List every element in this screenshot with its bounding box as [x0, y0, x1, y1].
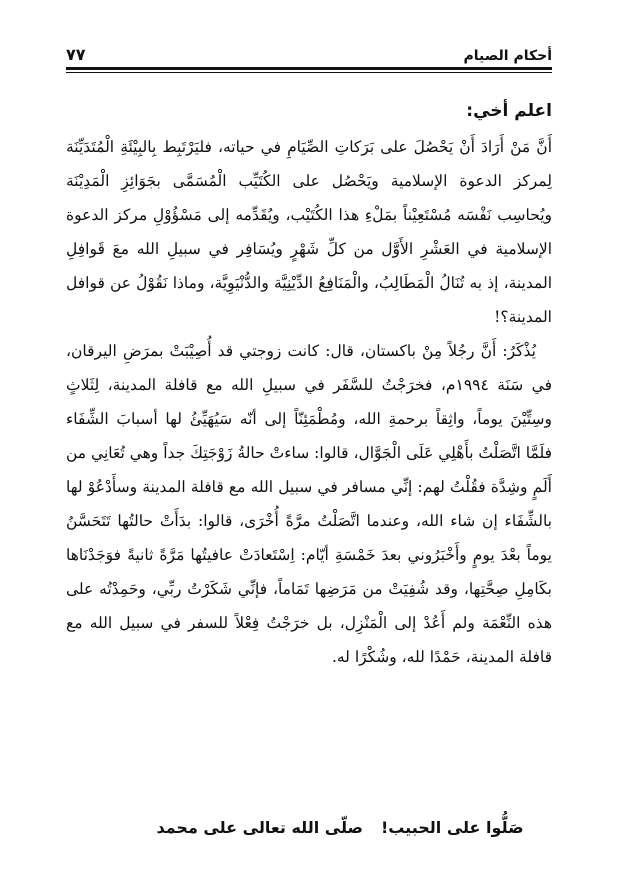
- header-rule-thin: [66, 72, 552, 73]
- page-body: [66, 98, 552, 674]
- closing-salutation: صَلُّوا على الحبيب!: [380, 818, 524, 837]
- section-heading: اعلم أخي:: [466, 101, 552, 121]
- page-number: ٧٧: [66, 45, 86, 64]
- closing-line: [130, 818, 550, 837]
- paragraph-story: يُذْكَرُ: أَنَّ رجُلاً مِنْ باكستان، قال: كانت زوجتي قد أُصِيْبَتْ بمرَضِ اليرقان، في سَنَة ١٩٩٤م، فخرَجْتُ للسَّفَر في سبيلِ الله مع قافلة المدينة، لِثَلاثٍ وسِتِّيْنَ يوماً، واثِقاً برحمةِ الله، ومُطْمَئِنّاً إلى أنّه سَيُهَيِّئُ لها أسبابَ الشِّفَاء فلَمَّا اتَّصَلْتُ بأَهْلِي عَلَى الْجَوَّال، قالوا: ساءتْ حالةُ زَوْجَتِكَ جداً وهي تُعَانِي من أَلَمٍ وشِدَّة فقُلْتُ لهم: إنِّي مسافر في سبيل الله مع قافلة المدينة وسأَدْعُوْ لها بالشِّفَاء إن شاء الله، وعندما اتَّصَلْتُ مرَّةً أُخْرَى، قالوا: بدَأَتْ حالتُها تَتَحَسَّنُ يوماً بعْدَ يومٍ وأَخْبَرُوني بعدَ خَمْسَةِ أيّام: اِسْتَعادَتْ عافيتُها مَرَّةً ثانيةً فوَجَدْنَاها بكَامِلِ صِحَّتِها، وقد شُفِيَتْ من مَرَضِها تَمَاماً، فإنِّي شَكَرْتُ ربِّي، وحَمِدْتُه على هذه النِّعْمَة ولم أَعُدْ إلى الْمَنْزِل، بل خرَجْتُ فِعْلاً للسفر في سبيل الله مع قافلة المدينة، حَمْدًا لله، وشُكْرًا له.: [66, 342, 552, 666]
- page-header: [66, 34, 552, 64]
- header-rule-thick: [66, 67, 552, 70]
- book-title: أحكام الصيام: [463, 48, 552, 64]
- paragraph-intro: أَنَّ مَنْ أَرَادَ أَنْ يَحْصُلَ على بَرَكاتِ الصِّيَامِ في حياته، فليَرْتَبِط بِالبِيْئَةِ الْمُتَدَيِّنَة لِمركز الدعوة الإسلامية ويَحْصُل على الكُتَيِّب الْمُسَمَّى بجَوَائِزِ الْمَدِيْنَة ويُحاسِب نَفْسَه مُسْتَعِيْناً بمَلْءِ هذا الكُتَيْب، ويُقَدِّمه إلى مَسْؤُوْلِ مركز الدعوة الإسلامية في العَشْرِ الأَوَّل من كلِّ شَهْرٍ ويُسَافِر في سبيلِ الله معَ قَوافِلِ المدينة، إذ به تُنَالُ الْمَطَالِبُ، والْمَنَافِعُ الدِّيْنِيَّة والدُّنْيَوِيَّة، وماذا نَقُوْلُ عن قوافل المدينة؟!: [66, 138, 552, 326]
- closing-blessing: صلّى الله تعالى على محمد: [156, 818, 363, 837]
